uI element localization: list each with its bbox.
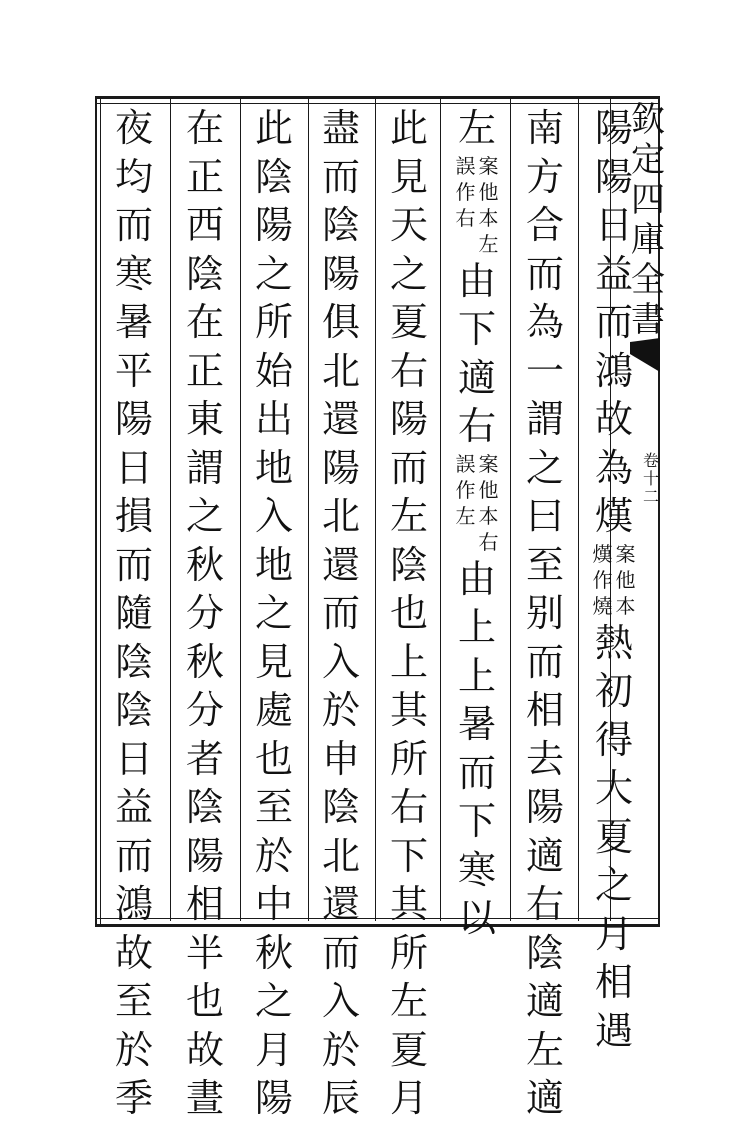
main-text-char: 入 [321,639,360,684]
margin-title-char: 欽 [631,100,665,140]
main-text-char: 右 [525,882,564,926]
text-column-3 [455,104,499,943]
bottom-border-line-inner [95,918,660,919]
main-text-char: 陰 [185,785,224,829]
main-text-char: 也 [389,591,428,635]
main-text-char: 見 [389,154,428,199]
main-text-char: 之 [254,251,293,296]
main-text-char: 而 [321,930,360,975]
main-text-char: 夜 [114,106,153,150]
main-text-char: 遇 [594,1008,633,1053]
main-text-segment [321,104,361,1123]
main-text-segment [114,104,154,1123]
main-text-char: 陰 [389,542,428,587]
main-text-char: 半 [185,930,224,975]
main-text-char: 辰 [321,1076,360,1120]
main-text-char: 相 [185,882,224,926]
main-text-char: 左 [525,1027,564,1072]
main-text-char: 盡 [321,106,360,150]
main-text-char: 而 [321,591,360,635]
main-text-char: 而 [525,251,564,296]
main-text-char: 北 [321,494,360,538]
main-text-char: 陽 [389,397,428,441]
text-column-1 [592,104,636,1055]
main-text-char: 益 [114,785,153,829]
main-text-char: 之 [594,863,633,907]
main-text-char: 熱 [594,620,633,665]
main-text-char: 一 [525,348,564,393]
main-text-char: 陽 [321,445,360,490]
main-text-char: 暑 [457,702,496,746]
main-text-char: 之 [254,591,293,635]
main-text-char: 平 [114,348,153,393]
main-text-char: 而 [457,750,496,795]
main-text-char: 相 [525,688,564,732]
main-text-char: 合 [525,203,564,247]
main-text-segment [594,104,634,541]
annotation-char: 他 [478,179,499,204]
main-text-char: 正 [185,154,224,199]
main-text-char: 者 [185,736,224,781]
main-text-char: 至 [114,979,153,1023]
main-text-char: 於 [321,688,360,732]
annotation-char: 右 [478,529,499,554]
main-text-char: 均 [114,154,153,199]
main-text-char: 適 [525,979,564,1023]
annotation-note [455,153,499,257]
main-text-char: 夏 [594,814,633,859]
annotation-char: 左 [478,231,499,256]
main-text-char: 而 [114,542,153,587]
main-text-char: 而 [321,154,360,199]
annotation-char: 他 [478,477,499,502]
annotation-char: 本 [478,205,499,230]
main-text-char: 秋 [185,542,224,587]
main-text-char: 而 [594,300,633,344]
main-text-char: 上 [457,605,496,649]
main-text-char: 寒 [114,251,153,296]
text-column-8 [114,104,154,1123]
main-text-char: 暑 [114,300,153,344]
annotation-note [455,451,499,555]
main-text-char: 損 [114,494,153,538]
annotation-char: 案 [615,541,636,566]
volume-char: 十 [642,469,659,488]
main-text-char: 其 [389,882,428,926]
column-rule [510,99,511,921]
main-text-char: 上 [457,653,496,698]
main-text-char: 地 [254,445,293,490]
annotation-char: 案 [478,153,499,178]
main-text-char: 謂 [185,445,224,490]
main-text-char: 秋 [185,639,224,684]
main-text-char: 右 [389,348,428,393]
main-text-char: 為 [525,300,564,344]
main-text-char: 由 [457,556,496,601]
main-text-char: 還 [321,542,360,587]
annotation-char: 作 [592,567,613,592]
main-text-char: 初 [594,669,633,713]
main-text-char: 在 [185,300,224,344]
main-text-char: 陰 [185,251,224,296]
main-text-char: 在 [185,106,224,150]
main-text-char: 正 [185,348,224,393]
annotation-char: 本 [615,593,636,618]
main-text-char: 而 [114,833,153,878]
main-text-char: 於 [114,1027,153,1072]
main-text-char: 之 [389,251,428,296]
main-text-char: 上 [389,639,428,684]
main-text-char: 至 [525,542,564,587]
main-text-char: 左 [457,106,496,150]
main-text-char: 之 [525,445,564,490]
main-text-segment [457,555,497,943]
main-text-char: 始 [254,348,293,393]
main-text-char: 陰 [321,785,360,829]
main-text-char: 熯 [594,494,633,538]
main-text-char: 日 [594,203,633,247]
annotation-char: 誤 [455,153,476,178]
text-column-6 [254,104,294,1123]
main-text-char: 陰 [114,688,153,732]
main-text-char: 日 [114,445,153,490]
main-text-char: 故 [594,397,633,441]
margin-title-char: 書 [631,300,665,340]
main-text-char: 也 [185,979,224,1023]
main-text-char: 季 [114,1076,153,1120]
main-text-char: 也 [254,736,293,781]
annotation-line [455,451,476,529]
volume-char: 卷 [642,451,659,470]
main-text-char: 而 [389,445,428,490]
main-text-char: 所 [389,930,428,975]
column-rule [308,99,309,921]
main-text-char: 陰 [525,930,564,975]
main-text-char: 出 [254,397,293,441]
annotation-line [478,153,499,257]
main-text-char: 分 [185,688,224,732]
main-text-char: 日 [114,736,153,781]
main-text-char: 陽 [525,785,564,829]
top-border-line [95,96,660,99]
margin-title-char: 定 [631,140,665,180]
main-text-char: 西 [185,203,224,247]
main-text-char: 入 [254,494,293,538]
main-text-segment [254,104,294,1123]
main-text-char: 左 [389,979,428,1023]
text-column-5 [321,104,361,1123]
annotation-char: 本 [478,503,499,528]
main-text-char: 地 [254,542,293,587]
main-text-char: 陽 [254,1076,293,1120]
main-text-char: 左 [389,494,428,538]
main-text-char: 入 [321,979,360,1023]
main-text-char: 中 [254,882,293,926]
main-text-char: 下 [457,799,496,843]
main-text-char: 陽 [254,203,293,247]
main-text-char: 以 [457,896,496,940]
main-text-segment [457,104,497,153]
margin-title-char: 全 [631,260,665,300]
main-text-segment [594,619,634,1056]
main-text-char: 陽 [185,833,224,878]
main-text-char: 下 [389,833,428,878]
annotation-char: 誤 [455,451,476,476]
main-text-char: 天 [389,203,428,247]
main-text-char: 晝 [185,1076,224,1120]
annotation-char: 作 [455,179,476,204]
main-text-char: 處 [254,688,293,732]
main-text-char: 俱 [321,300,360,344]
main-text-char: 此 [389,106,428,150]
volume-char: 二 [642,487,659,506]
main-text-char: 相 [594,960,633,1004]
main-text-char: 陰 [254,154,293,199]
margin-title-char: 四 [631,180,665,220]
main-text-char: 至 [254,785,293,829]
main-text-char: 去 [525,736,564,781]
bottom-border-line [95,924,660,927]
main-text-char: 申 [321,736,360,781]
main-text-char: 謂 [525,397,564,441]
main-text-char: 還 [321,882,360,926]
main-text-char: 適 [525,833,564,878]
main-text-char: 陽 [114,397,153,441]
main-text-char: 秋 [254,930,293,975]
main-text-char: 此 [254,106,293,150]
main-text-char: 由 [457,258,496,303]
main-text-segment [525,104,565,1123]
column-rule [240,99,241,921]
main-text-char: 分 [185,591,224,635]
annotation-note [592,541,636,619]
annotation-line [455,153,476,231]
column-rule [578,99,579,921]
main-text-char: 於 [321,1027,360,1072]
main-text-char: 陰 [114,639,153,684]
main-text-char: 寒 [457,847,496,892]
main-text-char: 隨 [114,591,153,635]
column-rule [375,99,376,921]
main-text-char: 夏 [389,1027,428,1072]
main-text-char: 右 [389,785,428,829]
main-text-char: 故 [185,1027,224,1072]
column-rule [440,99,441,921]
main-text-char: 方 [525,154,564,199]
main-text-char: 所 [254,300,293,344]
annotation-char: 他 [615,567,636,592]
main-text-char: 大 [594,766,633,810]
volume-label [642,452,660,506]
main-text-char: 得 [594,717,633,762]
main-text-char: 見 [254,639,293,684]
main-text-char: 陽 [321,251,360,296]
margin-title-char: 庫 [631,220,665,260]
main-text-char: 之 [185,494,224,538]
annotation-char: 熯 [592,541,613,566]
text-column-2 [525,104,565,1123]
annotation-char: 燒 [592,593,613,618]
main-text-char: 南 [525,106,564,150]
main-text-segment [185,104,225,1123]
left-border-line-inner [100,96,101,927]
main-text-char: 北 [321,833,360,878]
main-text-char: 北 [321,348,360,393]
main-text-char: 夏 [389,300,428,344]
column-rule [170,99,171,921]
main-text-char: 月 [389,1076,428,1120]
top-border-line-inner [95,103,660,104]
text-column-7 [185,104,225,1123]
main-text-char: 下 [457,307,496,351]
annotation-line [478,451,499,555]
main-text-char: 其 [389,688,428,732]
main-text-char: 所 [389,736,428,781]
main-text-char: 適 [525,1076,564,1120]
annotation-char: 作 [455,477,476,502]
main-text-char: 適 [457,355,496,400]
main-text-char: 月 [594,911,633,956]
main-text-char: 鴻 [594,348,633,393]
main-text-char: 故 [114,930,153,975]
main-text-char: 月 [254,1027,293,1072]
main-text-char: 陰 [321,203,360,247]
main-text-char: 之 [254,979,293,1023]
left-border-line [95,96,97,927]
main-text-char: 陽 [594,106,633,150]
annotation-char: 案 [478,451,499,476]
main-text-char: 還 [321,397,360,441]
main-text-char: 鴻 [114,882,153,926]
main-text-segment [457,257,497,451]
main-text-char: 而 [114,203,153,247]
annotation-char: 右 [455,205,476,230]
main-text-char: 而 [525,639,564,684]
annotation-line [592,541,613,619]
main-text-char: 東 [185,397,224,441]
main-text-char: 益 [594,251,633,296]
main-text-char: 於 [254,833,293,878]
main-text-segment [389,104,429,1123]
main-text-char: 右 [457,404,496,448]
main-text-char: 曰 [525,494,564,538]
text-column-4 [389,104,429,1123]
annotation-char: 左 [455,503,476,528]
annotation-line [615,541,636,619]
main-text-char: 為 [594,445,633,490]
main-text-char: 陽 [594,154,633,199]
main-text-char: 别 [525,591,564,635]
